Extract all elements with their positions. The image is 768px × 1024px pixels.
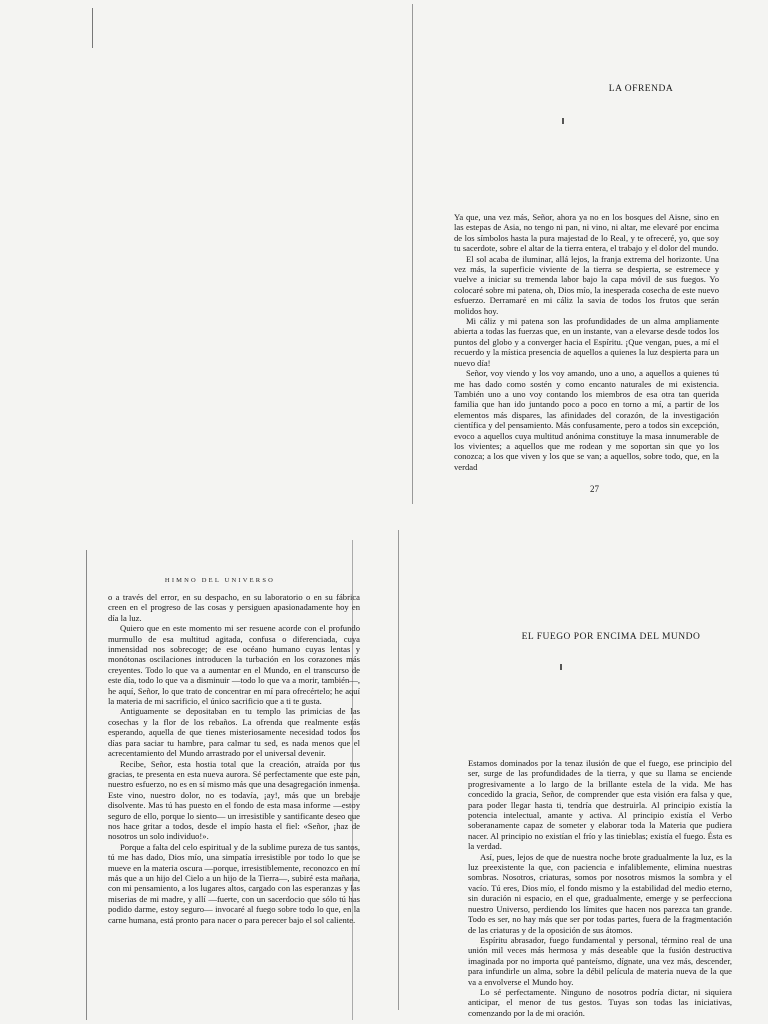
paragraph: El sol acaba de iluminar, allá lejos, la franja extrema del horizonte. Una vez más, la superficie viviente de la tierra se despierta, se estremece y vuelve a iniciar su tremenda labor bajo la capa móvil de sus fuegos. Yo colocaré sobre mi patena, oh, Dios mío, la inesperada cosecha de este nuevo esfuerzo. Derramaré en mi cáliz la savia de todos los frutos que serán molidos hoy. — [454, 253, 719, 316]
page-el-fuego — [384, 520, 768, 1024]
running-head: HIMNO DEL UNIVERSO — [164, 577, 276, 584]
chapter-title: EL FUEGO POR ENCIMA DEL MUNDO — [521, 632, 701, 642]
gutter-shadow-line — [412, 4, 413, 504]
body-text — [468, 758, 732, 1018]
page-la-ofrenda — [384, 0, 768, 520]
paragraph: Espíritu abrasador, fuego fundamental y personal, término real de una unión mil veces más hermosa y más deseable que la fusión destructiva imaginada por no importa qué panteísmo, dígnate, una vez más, descender, para infundirle un alma, sobre la débil película de materia nueva de la que va a envolverse el Mundo hoy. — [468, 934, 732, 987]
paragraph: Quiero que en este momento mi ser resuene acorde con el profundo murmullo de esa multitud agitada, confusa o diferenciada, cuya inmensidad nos sobrecoge; de ese océano humano cuyas lentas y monótonas oscilaciones introducen la turbación en los corazones más creyentes. Todo lo que va a aumentar en el Mundo, en el transcurso de este día, todo lo que va a disminuir —todo lo que va a morir, también—, he aquí, Señor, lo que trato de concentrar en mí para ofrecértelo; he aquí la materia de mi sacrificio, el único sacrificio que a ti te gusta. — [108, 623, 360, 707]
blank-page-top-left — [0, 0, 384, 520]
paragraph: Ya que, una vez más, Señor, ahora ya no en los bosques del Aisne, sino en las estepas de Asia, no tengo ni pan, ni vino, ni altar, me elevaré por encima de los símbolos hasta la pura majestad de lo Real, y te ofreceré, yo, que soy tu sacerdote, sobre el altar de la tierra entera, el trabajo y el dolor del mundo. — [454, 212, 719, 254]
page-number: 27 — [590, 484, 599, 494]
paragraph: Lo sé perfectamente. Ninguno de nosotros podría dictar, ni siquiera anticipar, el menor de tus gestos. Tuyas son todas las iniciativas, comenzando por la de mi oración. — [468, 986, 732, 1018]
gutter-shadow-line — [398, 530, 399, 1010]
paragraph: Señor, voy viendo y los voy amando, uno a uno, a aquellos a quienes tú me has dado como sostén y como encanto naturales de mi existencia. También uno a uno voy contando los miembros de esa otra tan querida familia que han ido juntando poco a poco en torno a mí, a partir de los elementos más dispares, las afinidades del corazón, de la investigación científica y del pensamiento. Más confusamente, pero a todos sin excepción, evoco a aquellos cuya multitud anónima constituye la masa innumerable de los vivientes; a aquellos que me rodean y me soportan sin que yo los conozca; a los que viven y los que se van; a aquellos, sobre todo, que, en la verdad — [454, 368, 719, 472]
ink-mark — [562, 118, 564, 124]
paragraph: Estamos dominados por la tenaz ilusión de que el fuego, ese principio del ser, surge de las profundidades de la tierra, y que su llama se enciende progresivamente a lo largo de la brillante estela de la vida. Me has concedido la gracia, Señor, de comprender que esta visión era falsa y que, para poder llegar hasta ti, tendría que destruirla. Al principio existía la potencia intelectual, amante y activa. Al principio existía el Verbo soberanamente capaz de someter y elaborar toda la Materia que pudiera nacer. Al principio no existían el frío y las tinieblas; existía el fuego. Ésta es la verdad. — [468, 758, 732, 852]
paragraph: Porque a falta del celo espiritual y de la sublime pureza de tus santos, tú me has dado, Dios mío, una simpatía irresistible por todo lo que se mueve en la materia oscura —porque, irresistiblemente, reconozco en mí más que a un hijo del Cielo a un hijo de la Tierra—, subiré esta mañana, con mi pensamiento, a los lugares altos, cargado con las esperanzas y las miserias de mi madre, y allí —fuerte, con un sacerdocio que sólo tú has podido darme, estoy seguro— invocaré al fuego sobre todo lo que, en la carne humana, está pronto para nacer o para perecer bajo el sol caliente. — [108, 841, 360, 925]
page-himno-del-universo — [0, 520, 384, 1024]
paragraph: o a través del error, en su despacho, en su laboratorio o en su fábrica creen en el progreso de las cosas y persiguen apasionadamente hoy en día la luz. — [108, 592, 360, 623]
paragraph: Así, pues, lejos de que de nuestra noche brote gradualmente la luz, es la luz preexistente la que, con paciencia e infaliblemente, elimina nuestras sombras. Nosotros, criaturas, somos por nosotros mismos la sombra y el vacío. Tú eres, Dios mío, el fondo mismo y la estabilidad del medio eterno, sin duración ni espacio, en el que, gradualmente, emerge y se perfecciona nuestro Universo, perdiendo los límites que hacen nos parezca tan grande. Todo es ser, no hay más que ser por todas partes, fuera de la fragmentación de las criaturas y de la oposición de sus átomos. — [468, 851, 732, 935]
body-text — [454, 212, 719, 472]
scan-artifact-line — [92, 8, 93, 48]
paragraph: Mi cáliz y mi patena son las profundidades de un alma ampliamente abierta a todas las fuerzas que, en un instante, van a elevarse desde todos los puntos del globo y a converger hacia el Espíritu. ¡Que vengan, pues, a mí el recuerdo y la mística presencia de aquellos a quienes la luz despierta para un nuevo día! — [454, 316, 719, 368]
paragraph: Antiguamente se depositaban en tu templo las primicias de las cosechas y la flor de los rebaños. La ofrenda que realmente estás esperando, aquella de que tienes misteriosamente necesidad todos los días para saciar tu hambre, para calmar tu sed, es nada menos que el acrecentamiento del Mundo arrastrado por el universal devenir. — [108, 706, 360, 759]
chapter-title: LA OFRENDA — [608, 84, 674, 94]
gutter-shadow-line — [86, 550, 87, 1020]
ink-mark — [560, 664, 562, 670]
body-text — [108, 592, 360, 925]
paragraph: Recibe, Señor, esta hostia total que la creación, atraída por tus gracias, te presenta en esta nueva aurora. Sé perfectamente que este pan, nuestro esfuerzo, no es en sí mismo más que una desagregación inmensa. Este vino, nuestro dolor, no es todavía, ¡ay!, más que un brebaje disolvente. Mas tú has puesto en el fondo de esta masa informe —estoy seguro de ello, porque lo siento— un irresistible y santificante deseo que nos hace gritar a todos, desde el impío hasta el fiel: «Señor, ¡haz de nosotros un solo individuo!». — [108, 758, 360, 842]
